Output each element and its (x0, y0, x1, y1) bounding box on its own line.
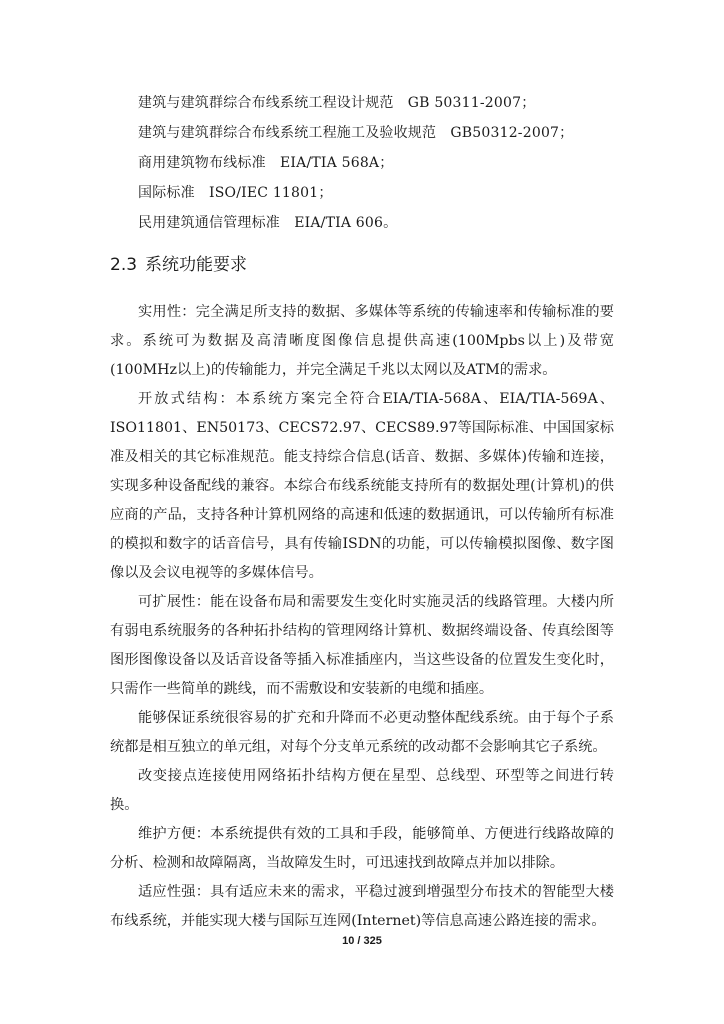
paragraph-expansion: 能够保证系统很容易的扩充和升降而不必更动整体配线系统。由于每个子系统都是相互独立的单元组，对每个分支单元系统的改动都不会影响其它子系统。 (110, 710, 614, 755)
body-text (110, 298, 614, 936)
standard-item-gb50311: 建筑与建筑群综合布线系统工程设计规范 GB 50311-2007； (138, 95, 536, 111)
page-number: 10 / 325 (342, 935, 382, 947)
standard-item-gb50312: 建筑与建筑群综合布线系统工程施工及验收规范 GB50312-2007； (138, 125, 574, 141)
paragraph-adaptability: 适应性强：具有适应未来的需求，平稳过渡到增强型分布技术的智能型大楼布线系统，并能实现大楼与国际互连网(Internet)等信息高速公路连接的需求。 (110, 884, 614, 929)
standard-item-eia-tia-606: 民用建筑通信管理标准 EIA/TIA 606。 (138, 215, 398, 231)
paragraph-topology: 改变接点连接使用网络拓扑结构方便在星型、总线型、环型等之间进行转换。 (110, 768, 614, 813)
section-number: 2.3 (110, 255, 138, 275)
section-title: 系统功能要求 (145, 255, 248, 275)
section-heading (110, 254, 255, 276)
standard-item-eia-tia-568a: 商用建筑物布线标准 EIA/TIA 568A； (138, 155, 394, 171)
paragraph-scalability: 可扩展性：能在设备布局和需要发生变化时实施灵活的线路管理。大楼内所有弱电系统服务的各种拓扑结构的管理网络计算机、数据终端设备、传真绘图等图形图像设备以及话音设备等插入标准插座内，当这些设备的位置发生变化时，只需作一些简单的跳线，而不需敷设和安装新的电缆和插座。 (110, 594, 614, 697)
paragraph-open-architecture: 开放式结构：本系统方案完全符合EIA/TIA-568A、EIA/TIA-569A、ISO11801、EN50173、CECS72.97、CECS89.97等国际标准、中国国家标准及相关的其它标准规范。能支持综合信息(话音、数据、多媒体)传输和连接，实现多种设备配线的兼容。本综合布线系统能支持所有的数据处理(计算机)的供应商的产品，支持各种计算机网络的高速和低速的数据通讯，可以传输所有标准的模拟和数字的话音信号，具有传输ISDN的功能，可以传输模拟图像、数字图像以及会议电视等的多媒体信号。 (110, 391, 614, 581)
paragraph-maintenance: 维护方便：本系统提供有效的工具和手段，能够简单、方便进行线路故障的分析、检测和故障隔离，当故障发生时，可迅速找到故障点并加以排除。 (110, 826, 614, 871)
paragraph-practicality: 实用性：完全满足所支持的数据、多媒体等系统的传输速率和传输标准的要求。系统可为数据及高清晰度图像信息提供高速(100Mpbs以上)及带宽(100MHz以上)的传输能力，并完全满足千兆以太网以及ATM的需求。 (110, 304, 614, 378)
standard-item-iso-iec-11801: 国际标准 ISO/IEC 11801； (138, 185, 333, 201)
